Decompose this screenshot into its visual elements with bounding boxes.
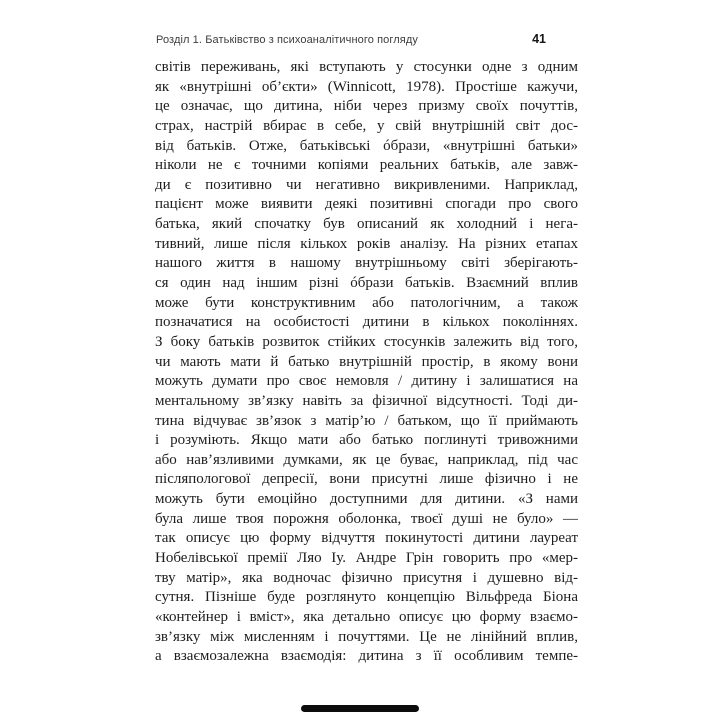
text-line: від батьків. Отже, батьківські óбрази, «внутрішні батьки» (155, 137, 578, 154)
text-line: може бути конструктивним або патологічним, а також (155, 294, 578, 311)
text-line: а взаємозалежна взаємодія: дитина з її особливим темпе- (155, 648, 578, 665)
text-line: післяпологової депресії, вони присутні лише фізично і не (155, 471, 578, 488)
text-line: З боку батьків розвиток стійких стосунків залежить від того, (155, 333, 578, 350)
body-text (155, 58, 578, 667)
text-line: ди є позитивно чи негативно викривленими. Наприклад, (155, 176, 578, 193)
text-line: тина відчуває зв’язок з матір’ю / батьком, що її приймають (155, 412, 578, 429)
page-number: 41 (532, 32, 546, 46)
running-header (156, 32, 546, 46)
text-line: або нав’язливими думками, як це буває, наприклад, під час (155, 451, 578, 468)
text-line: позначатися на особистості дитини в кількох поколіннях. (155, 314, 578, 331)
text-line: батька, який спочатку був описаний як холодний і нега- (155, 216, 578, 233)
text-line: нашого життя в нашому внутрішньому світі зберігають- (155, 255, 578, 272)
text-line: це означає, що дитина, ніби через призму своїх почуттів, (155, 98, 578, 115)
text-line: можуть думати про своє немовля / дитину і залишатися на (155, 373, 578, 390)
text-line: світів переживань, які вступають у стосунки одне з одним (155, 59, 578, 75)
text-line: зв’язку між мисленням і почуттями. Це не лінійний вплив, (155, 628, 578, 645)
text-line: була лише твоя порожня оболонка, твоєї душі не було» — (155, 510, 578, 527)
text-line: тивний, лише після кількох років аналізу. На різних етапах (155, 235, 578, 252)
text-line: пацієнт може виявити деякі позитивні спогади про свого (155, 196, 578, 213)
text-line: Нобелівської премії Ляо Іу. Андре Грін говорить про «мер- (155, 550, 578, 567)
text-line: чи мають мати й батько внутрішній простір, в якому вони (155, 353, 578, 370)
text-line: ніколи не є точними копіями реальних батьків, але завж- (155, 157, 578, 174)
text-line: страх, настрій вбирає в себе, у свій внутрішній світ дос- (155, 117, 578, 134)
text-line: як «внутрішні об’єкти» (Winnicott, 1978). Простіше кажучи, (155, 78, 578, 95)
chapter-title: Розділ 1. Батьківство з психоаналітичного погляду (156, 34, 418, 46)
text-line: і розуміють. Якщо мати або батько поглинуті тривожними (155, 432, 578, 449)
text-line: ся один над іншим різні óбрази батьків. Взаємний вплив (155, 275, 578, 292)
text-line: можуть бути емоційно доступними для дитини. «З нами (155, 491, 578, 508)
text-line: тву матір», яка водночас фізично присутня і душевно від- (155, 569, 578, 586)
text-line: ментальному зв’язку навіть за фізичної відсутності. Тоді ди- (155, 392, 578, 409)
text-line: так описує цю форму відчуття покинутості дитини лауреат (155, 530, 578, 547)
text-line: «контейнер і вміст», яка детально описує цю форму взаємо- (155, 608, 578, 625)
home-indicator-bar[interactable] (301, 705, 419, 712)
text-line: сутня. Пізніше буде розглянуто концепцію Вільфреда Біона (155, 589, 578, 606)
